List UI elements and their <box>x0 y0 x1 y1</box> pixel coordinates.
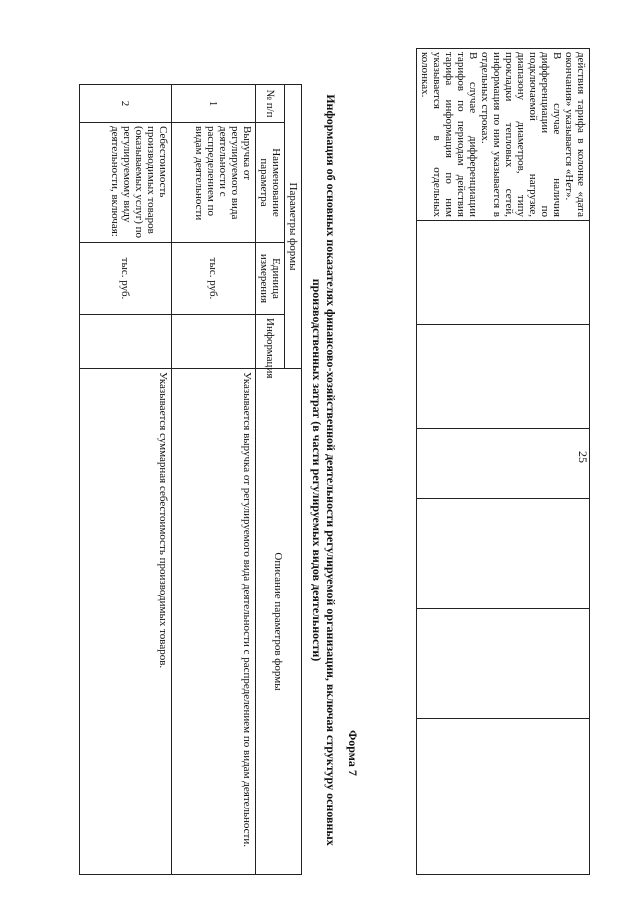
description-paragraph: В случае наличия дифференциации по подключаемой нагрузке, диапазону диаметров, типу прокладки тепловых сетей, информация по ним указывается в отдельных строках. <box>479 52 563 217</box>
header-name: Наименование параметра <box>256 123 285 243</box>
empty-cell <box>417 429 590 499</box>
form-7-table <box>79 84 302 875</box>
row-unit: тыс. руб. <box>172 243 256 315</box>
header-description: Описание параметров формы <box>256 369 302 875</box>
table-header-row <box>285 85 302 875</box>
description-paragraph: действия тарифа в колонке «дата окончания» указывается «Нет». <box>563 52 587 217</box>
table-row <box>172 85 256 875</box>
previous-form-table <box>416 48 590 875</box>
row-description: Указывается суммарная себестоимость производимых товаров. <box>80 369 172 875</box>
empty-cell <box>417 499 590 609</box>
page-number: 25 <box>576 451 590 463</box>
table-row <box>80 85 172 875</box>
row-info <box>172 315 256 369</box>
row-name: Выручка от регулируемого вида деятельности с распределением по видам деятельности <box>172 123 256 243</box>
group-header: Параметры формы <box>285 85 302 369</box>
row-description: Указывается выручка от регулируемого вида деятельности с распределением по видам деятельности. <box>172 369 256 875</box>
form-label: Форма 7 <box>346 730 360 776</box>
empty-cell <box>417 325 590 429</box>
header-unit: Единица измерения <box>256 243 285 315</box>
row-info <box>80 315 172 369</box>
empty-cell <box>417 609 590 719</box>
row-name: Себестоимость производимых товаров (оказываемых услуг) по регулируемому виду деятельности, включая: <box>80 123 172 243</box>
table-row <box>417 49 590 875</box>
empty-cell <box>417 719 590 875</box>
header-info: Информация <box>256 315 285 369</box>
header-number: № п/п <box>256 85 285 123</box>
row-number: 1 <box>172 85 256 123</box>
row-unit: тыс. руб. <box>80 243 172 315</box>
form-title: Информация об основных показателях финансово-хозяйственной деятельности регулируемой организации, включая структуру основных производственных затрат (в части регулируемых видов деятельности) <box>310 94 338 846</box>
row-number: 2 <box>80 85 172 123</box>
empty-cell <box>417 221 590 325</box>
description-paragraph: В случае дифференциации тарифов по периодам действия тарифа информация по ним указывается в отдельных колонках. <box>419 52 479 217</box>
tariff-description-cell <box>417 49 590 221</box>
